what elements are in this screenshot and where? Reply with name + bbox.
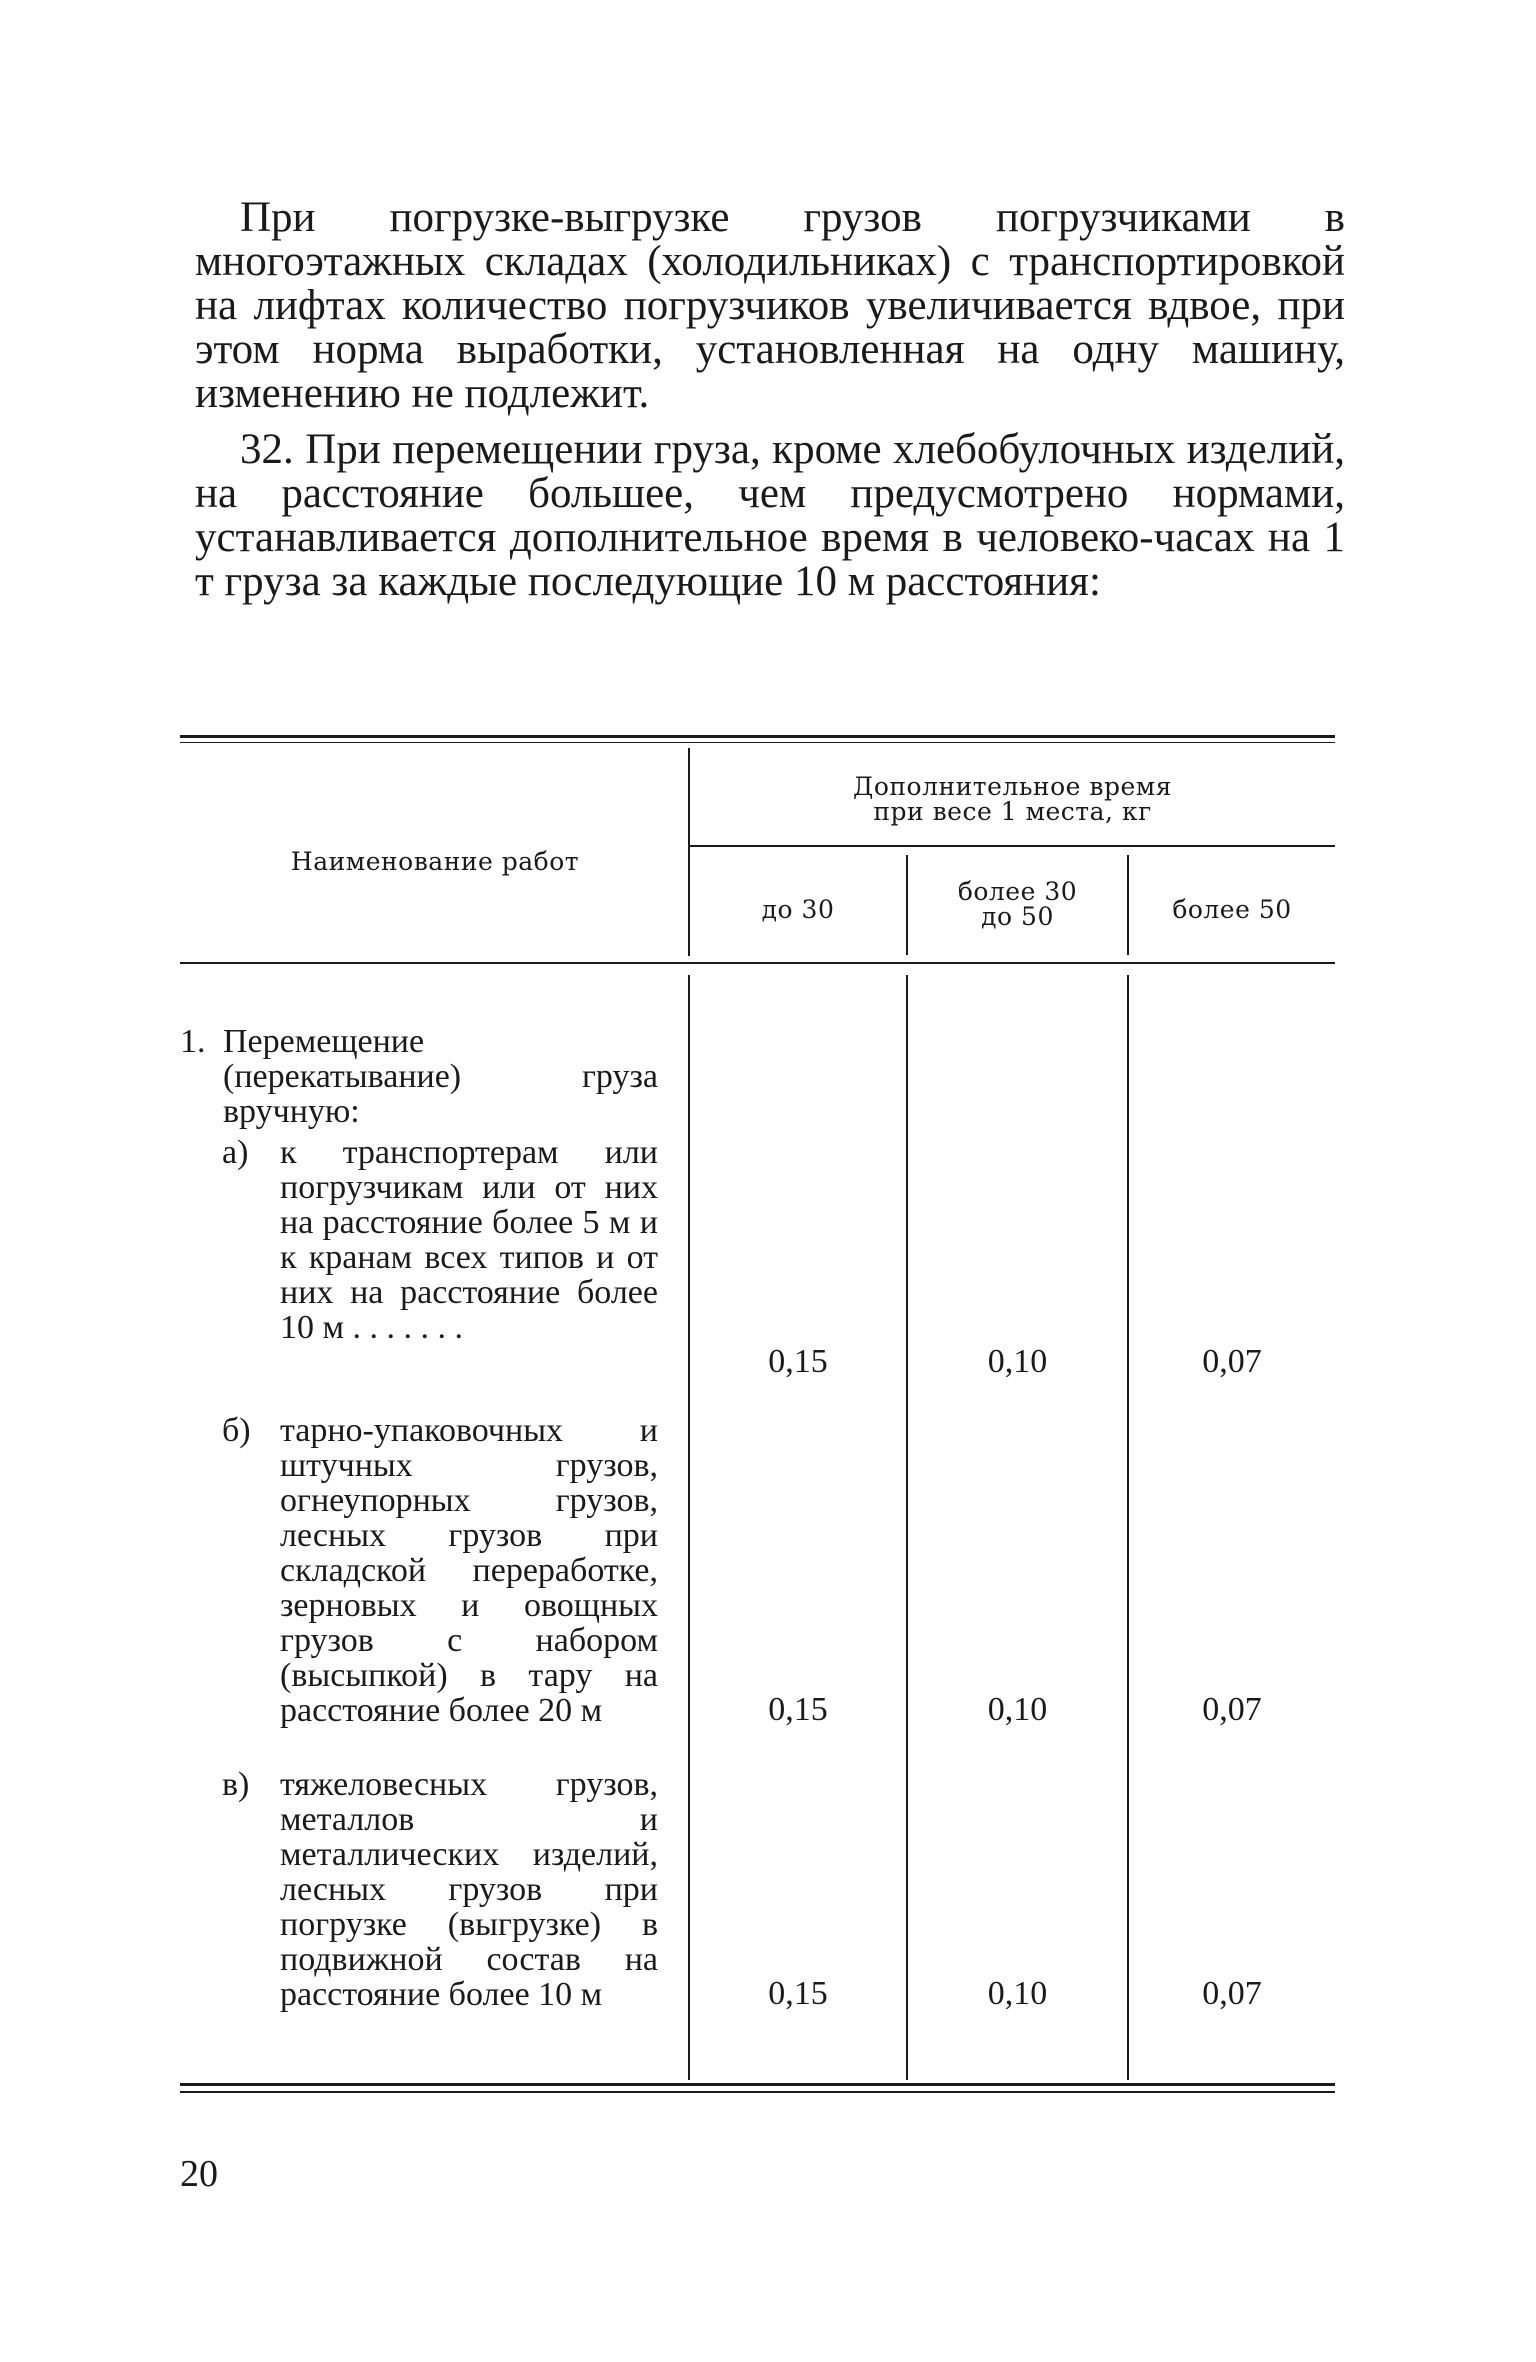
paragraph-32: 32. При перемещении груза, кроме хлебобулочных изделий, на расстояние большее, чем предусмотрено нормами, устанавливается дополнительное время в человеко-часах на 1 т груза за каждые последующие 10 м расстояния: bbox=[195, 426, 1345, 605]
row-a-label: а) bbox=[222, 1134, 249, 1171]
section-label: 1. bbox=[180, 1023, 206, 1060]
row-b-value-col2: 0,10 bbox=[987, 1691, 1048, 1728]
header-col2-line2: до 50 bbox=[981, 902, 1054, 931]
header-name-col: Наименование работ bbox=[290, 847, 580, 876]
row-c-label: в) bbox=[222, 1766, 250, 1803]
row-a-value-col2: 0,10 bbox=[987, 1343, 1048, 1380]
header-group-line1: Дополнительное время bbox=[853, 772, 1172, 801]
row-b-label: б) bbox=[222, 1412, 251, 1449]
table-row-b-text bbox=[222, 1412, 658, 1729]
header-group-line2: при весе 1 места, кг bbox=[873, 797, 1152, 826]
row-a-value-col1: 0,15 bbox=[768, 1343, 828, 1380]
row-b-value-col1: 0,15 bbox=[768, 1691, 828, 1728]
paragraph-loaders: При погрузке-выгрузке грузов погрузчиками в многоэтажных складах (холодильниках) с транспортировкой на лифтах количество погрузчиков увеличивается вдвое, при этом норма выработки, установленная на одну машину, изменению не подлежит. bbox=[195, 194, 1345, 417]
row-b-description: тарно-упаковочных и штучных грузов, огнеупорных грузов, лесных грузов при складской переработке, зерновых и овощных грузов с набором (высыпкой) в тару на расстояние более 20 м bbox=[280, 1412, 658, 1729]
header-col1: до 30 bbox=[761, 895, 835, 924]
table-top-rule-thin bbox=[180, 742, 1335, 743]
section-text: Перемещение (перекатывание) груза вручную: bbox=[223, 1023, 658, 1130]
column-divider-3-body bbox=[1127, 975, 1129, 2080]
section-heading bbox=[180, 1023, 658, 1130]
table-row-c-text bbox=[222, 1766, 658, 2013]
column-divider-main-body bbox=[688, 975, 690, 2080]
group-header-rule bbox=[690, 845, 1335, 847]
header-col3: более 50 bbox=[1172, 895, 1292, 924]
row-c-value-col3: 0,07 bbox=[1202, 1975, 1262, 2012]
header-bottom-rule bbox=[180, 962, 1335, 964]
table-bottom-rule-thin bbox=[180, 2091, 1335, 2093]
table-bottom-rule bbox=[180, 2083, 1335, 2086]
row-b-value-col3: 0,07 bbox=[1202, 1691, 1262, 1728]
table-top-rule bbox=[180, 735, 1335, 738]
row-c-description: тяжеловесных грузов, металлов и металлических изделий, лесных грузов при погрузке (выгрузке) в подвижной состав на расстояние более 10 м bbox=[280, 1766, 658, 2013]
header-col2-line1: более 30 bbox=[957, 877, 1078, 906]
row-c-value-col1: 0,15 bbox=[768, 1975, 828, 2012]
row-a-value-col3: 0,07 bbox=[1202, 1343, 1262, 1380]
row-c-value-col2: 0,10 bbox=[987, 1975, 1048, 2012]
column-divider-2-body bbox=[906, 975, 908, 2080]
table-row-a-text bbox=[222, 1134, 658, 1346]
row-a-description: к транспортерам или погрузчикам или от них на расстояние более 5 м и к кранам всех типов и от них на расстояние более 10 м . . . . . . . bbox=[280, 1134, 658, 1346]
page-number: 20 bbox=[180, 2153, 218, 2195]
